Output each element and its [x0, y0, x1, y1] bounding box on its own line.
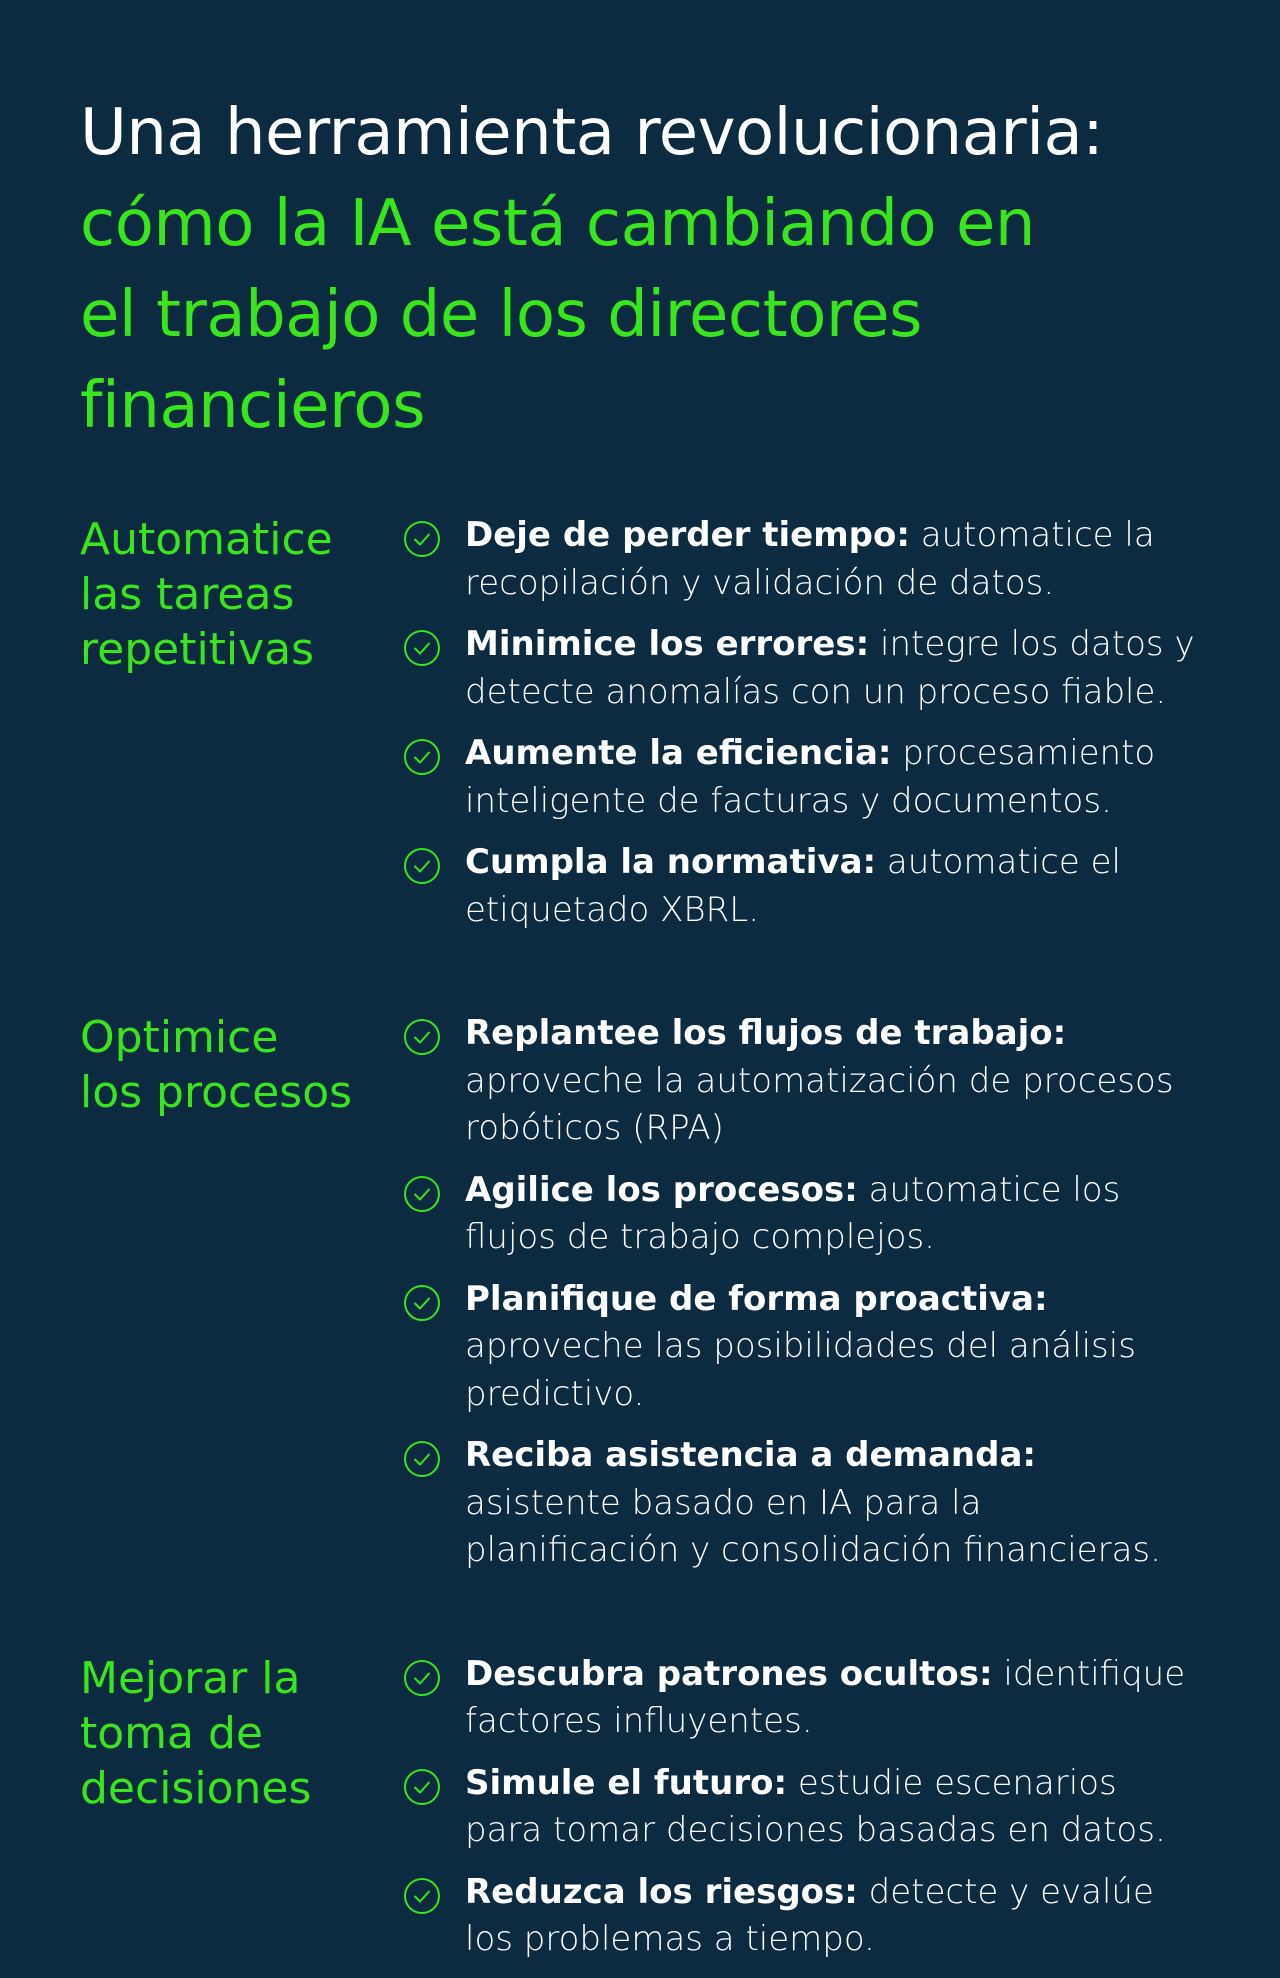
section-optimize [80, 1010, 1200, 1589]
check-circle-icon [403, 1440, 441, 1478]
list-item [403, 1276, 1200, 1419]
section-decisions [80, 1651, 1200, 1978]
list-item [403, 839, 1200, 934]
list-item [403, 730, 1200, 825]
item-title: Replantee los flujos de trabajo: [465, 1013, 1067, 1053]
item-description: detecte y evalúe los problemas a tiempo. [465, 1871, 1154, 1959]
item-title: Deje de perder tiempo: [465, 515, 910, 555]
item-description: estudie escenarios para tomar decisiones basadas en datos. [465, 1762, 1166, 1850]
title-line-white: Una herramienta revolucionaria: [80, 96, 1104, 170]
list-item [403, 1167, 1200, 1262]
list-item [403, 1010, 1200, 1153]
item-text [465, 1432, 1195, 1575]
check-circle-icon [403, 1768, 441, 1806]
item-text [465, 621, 1195, 716]
check-circle-icon [403, 1659, 441, 1697]
benefit-list [403, 1010, 1200, 1589]
item-text [465, 512, 1195, 607]
list-item [403, 1869, 1200, 1964]
benefit-list [403, 1651, 1200, 1978]
item-description: integre los datos y detecte anomalías con un proceso fiable. [465, 624, 1195, 712]
item-description: aproveche la automatización de procesos robóticos (RPA) [465, 1060, 1174, 1148]
check-circle-icon [403, 1175, 441, 1213]
item-text [465, 730, 1195, 825]
section-automate [80, 512, 1200, 948]
item-description: automatice el etiquetado XBRL. [465, 842, 1121, 930]
check-circle-icon [403, 520, 441, 558]
item-description: aproveche las posibilidades del análisis predictivo. [465, 1326, 1136, 1414]
item-text [465, 1167, 1195, 1262]
section-heading: Optimice los procesos [80, 1012, 353, 1118]
item-title: Aumente la eficiencia: [465, 733, 892, 773]
item-description: identifique factores influyentes. [465, 1653, 1186, 1741]
item-title: Agilice los procesos: [465, 1169, 858, 1210]
list-item [403, 1651, 1200, 1746]
title-line-green-text: cómo la IA está cambiando en el trabajo de los directores financieros [80, 187, 1035, 443]
item-title: Descubra patrones ocultos: [465, 1653, 993, 1694]
item-description: automatice los flujos de trabajo complejos. [465, 1169, 1121, 1257]
item-text [465, 1276, 1195, 1419]
page-title [80, 88, 1200, 452]
section-heading: Automatice las tareas repetitivas [80, 514, 333, 675]
item-text [465, 1760, 1195, 1855]
list-item [403, 512, 1200, 607]
section-heading: Mejorar la toma de decisiones [80, 1652, 312, 1814]
check-circle-icon [403, 1284, 441, 1322]
item-text [465, 1651, 1195, 1746]
check-circle-icon [403, 1877, 441, 1915]
title-line-green [80, 179, 1200, 452]
check-circle-icon [403, 847, 441, 885]
item-text [465, 839, 1195, 934]
item-text [465, 1010, 1195, 1153]
check-circle-icon [403, 629, 441, 667]
item-text [465, 1869, 1195, 1964]
item-description: asistente basado en IA para la planificación y consolidación financieras. [465, 1482, 1161, 1570]
item-title: Minimice los errores: [465, 624, 870, 664]
benefit-list [403, 512, 1200, 948]
item-title: Cumpla la normativa: [465, 842, 877, 882]
list-item [403, 1760, 1200, 1855]
item-title: Planifique de forma proactiva: [465, 1278, 1048, 1319]
list-item [403, 621, 1200, 716]
check-circle-icon [403, 738, 441, 776]
item-description: automatice la recopilación y validación de datos. [465, 515, 1155, 603]
check-circle-icon [403, 1018, 441, 1056]
list-item [403, 1432, 1200, 1575]
item-title: Simule el futuro: [465, 1762, 788, 1803]
item-description: procesamiento inteligente de facturas y documentos. [465, 733, 1156, 821]
item-title: Reduzca los riesgos: [465, 1871, 858, 1912]
item-title: Reciba asistencia a demanda: [465, 1435, 1036, 1475]
benefit-sections [80, 512, 1200, 1978]
